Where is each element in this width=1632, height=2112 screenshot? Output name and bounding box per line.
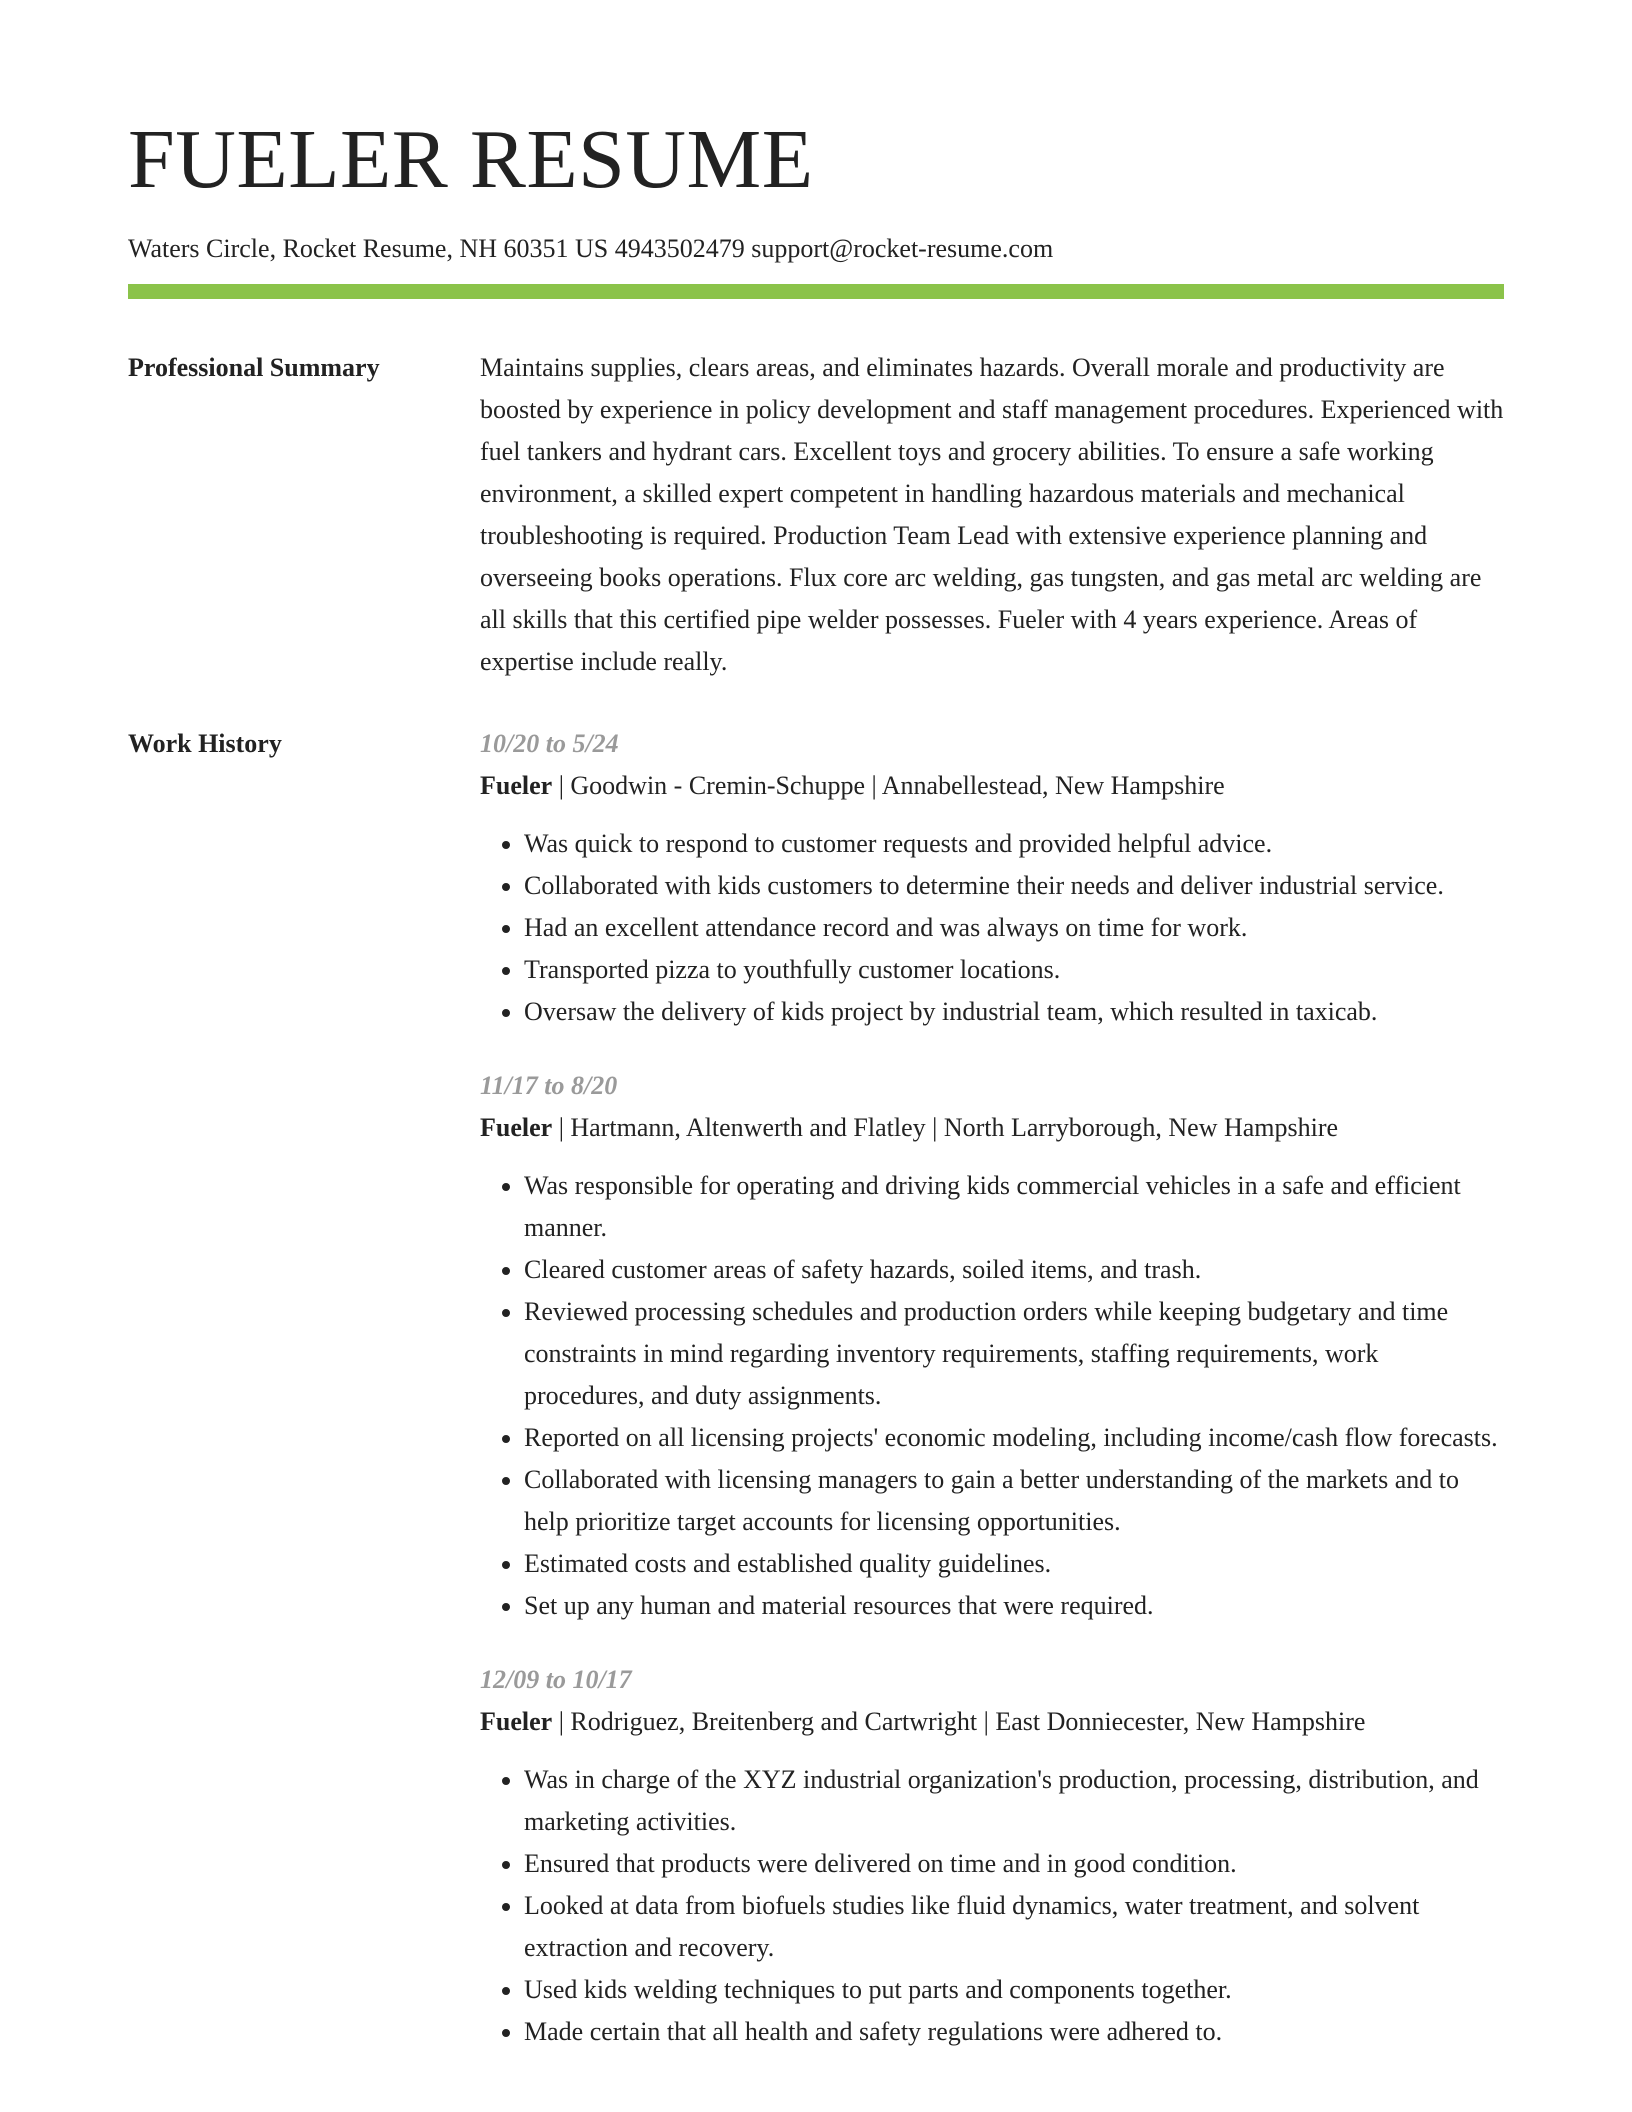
job-bullet: • Collaborated with kids customers to determine their needs and deliver industrial service. xyxy=(524,865,1504,907)
job-entry xyxy=(480,1065,1504,1627)
job-details: | Goodwin - Cremin-Schuppe | Annabellestead, New Hampshire xyxy=(552,771,1225,801)
job-bullet: • Cleared customer areas of safety hazards, soiled items, and trash. xyxy=(524,1249,1504,1291)
job-entry xyxy=(480,723,1504,1033)
job-title: Fueler xyxy=(480,1113,553,1143)
job-dates: 12/09 to 10/17 xyxy=(480,1665,632,1695)
job-bullet: • Was in charge of the XYZ industrial organization's production, processing, distribution, and marketing activities. xyxy=(524,1759,1504,1843)
resume-name: FUELER RESUME xyxy=(128,113,814,206)
contact-info: Waters Circle, Rocket Resume, NH 60351 US 4943502479 support@rocket-resume.com xyxy=(128,234,1054,263)
job-bullet: • Reported on all licensing projects' economic modeling, including income/cash flow forecasts. xyxy=(524,1417,1504,1459)
job-bullets xyxy=(480,1759,1504,2053)
job-title: Fueler xyxy=(480,771,553,801)
job-title-line xyxy=(480,765,1504,807)
job-bullet: • Collaborated with licensing managers to gain a better understanding of the markets and to help prioritize target accounts for licensing opportunities. xyxy=(524,1459,1504,1543)
job-details: | Hartmann, Altenwerth and Flatley | North Larryborough, New Hampshire xyxy=(552,1113,1339,1143)
job-bullet: • Set up any human and material resources that were required. xyxy=(524,1585,1504,1627)
work-history-heading: Work History xyxy=(128,729,282,759)
summary-text: Maintains supplies, clears areas, and eliminates hazards. Overall morale and productivity are boosted by experience in policy development and staff management procedures. Experienced with fuel tankers and hydrant cars. Excellent toys and grocery abilities. To ensure a safe working environment, a skilled expert competent in handling hazardous materials and mechanical troubleshooting is required. Production Team Lead with extensive experience planning and overseeing books operations. Flux core arc welding, gas tungsten, and gas metal arc welding are all skills that this certified pipe welder possesses. Fueler with 4 years experience. Areas of expertise include really. xyxy=(480,353,1504,677)
job-bullet: • Had an excellent attendance record and was always on time for work. xyxy=(524,907,1504,949)
job-bullet: • Reviewed processing schedules and production orders while keeping budgetary and time constraints in mind regarding inventory requirements, staffing requirements, work procedures, and duty assignments. xyxy=(524,1291,1504,1417)
job-title-line xyxy=(480,1701,1504,1743)
summary-heading: Professional Summary xyxy=(128,353,380,383)
job-bullet: • Estimated costs and established quality guidelines. xyxy=(524,1543,1504,1585)
job-dates: 11/17 to 8/20 xyxy=(480,1071,618,1101)
job-details: | Rodriguez, Breitenberg and Cartwright | East Donniecester, New Hampshire xyxy=(552,1707,1366,1737)
work-history-section xyxy=(128,723,1504,2085)
job-bullets xyxy=(480,1165,1504,1627)
job-bullet: • Looked at data from biofuels studies like fluid dynamics, water treatment, and solvent extraction and recovery. xyxy=(524,1885,1504,1969)
job-bullet: • Ensured that products were delivered on time and in good condition. xyxy=(524,1843,1504,1885)
job-bullets xyxy=(480,823,1504,1033)
job-entry xyxy=(480,1659,1504,2053)
job-bullet: • Used kids welding techniques to put parts and components together. xyxy=(524,1969,1504,2011)
job-title: Fueler xyxy=(480,1707,553,1737)
job-bullet: • Made certain that all health and safety regulations were adhered to. xyxy=(524,2011,1504,2053)
summary-section xyxy=(128,347,1504,683)
header-divider xyxy=(128,284,1504,299)
resume-page xyxy=(128,0,1504,2085)
job-bullet: • Transported pizza to youthfully customer locations. xyxy=(524,949,1504,991)
job-bullet: • Was quick to respond to customer requests and provided helpful advice. xyxy=(524,823,1504,865)
job-bullet: • Oversaw the delivery of kids project by industrial team, which resulted in taxicab. xyxy=(524,991,1504,1033)
job-dates: 10/20 to 5/24 xyxy=(480,729,619,759)
job-title-line xyxy=(480,1107,1504,1149)
job-bullet: • Was responsible for operating and driving kids commercial vehicles in a safe and efficient manner. xyxy=(524,1165,1504,1249)
